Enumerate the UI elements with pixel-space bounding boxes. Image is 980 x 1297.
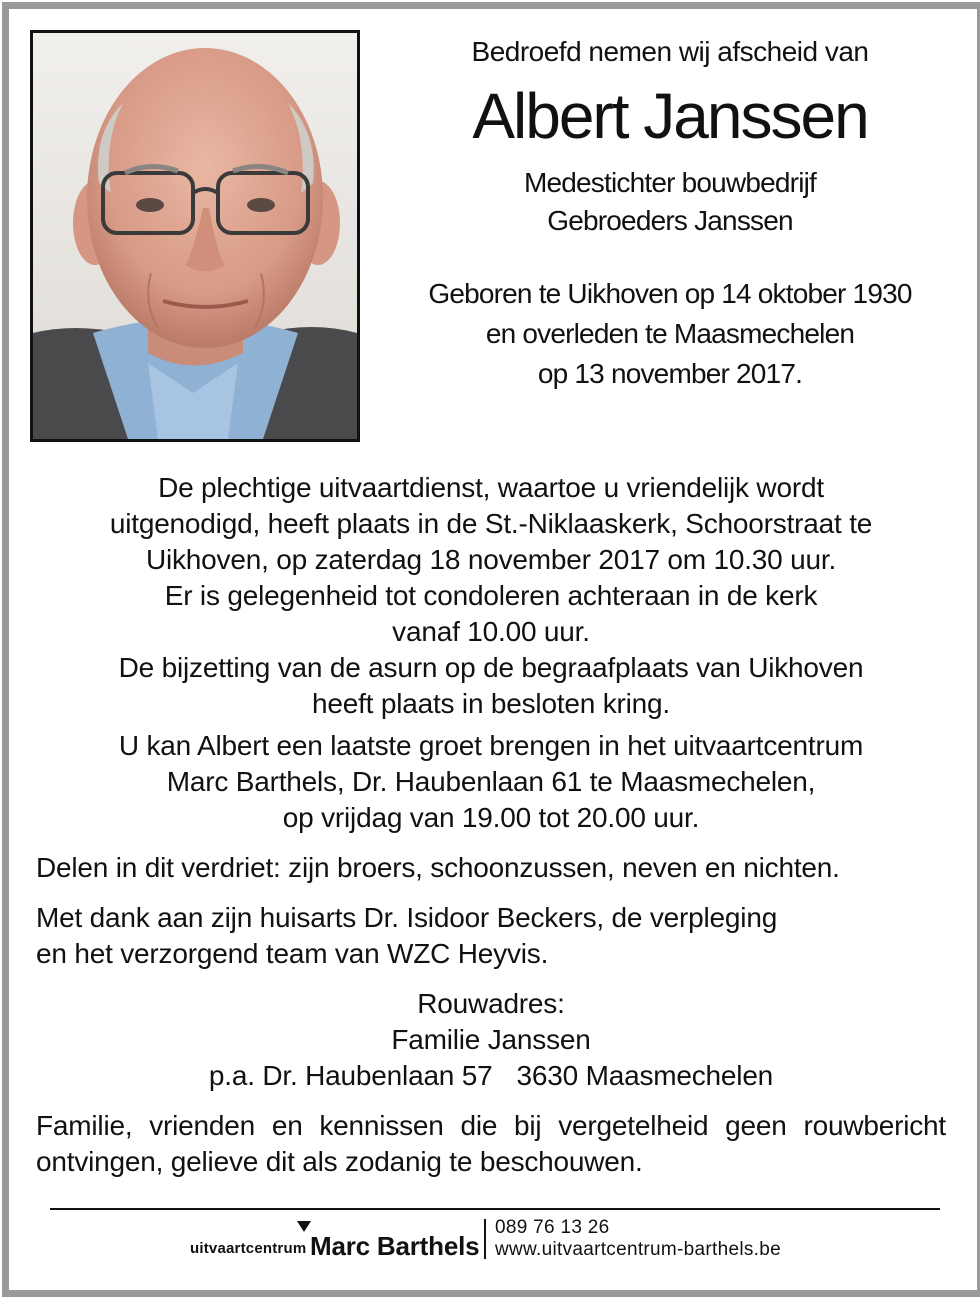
brand-triangle-icon <box>297 1221 311 1232</box>
service-line: De plechtige uitvaartdienst, waartoe u vriendelijk wordt <box>158 472 824 503</box>
footer-contact <box>495 1217 781 1261</box>
footer-vertical-divider <box>484 1219 486 1259</box>
thanks-paragraph <box>36 900 946 972</box>
role-block <box>380 164 960 240</box>
address-city: 3630 Maasmechelen <box>516 1060 774 1091</box>
burial-paragraph <box>36 650 946 722</box>
date-line: op 13 november 2017. <box>537 358 803 389</box>
service-line: Er is gelegenheid tot condoleren achteraan in de kerk <box>164 580 818 611</box>
thanks-line: Met dank aan zijn huisarts Dr. Isidoor Beckers, de verpleging <box>36 902 778 933</box>
service-line: Uikhoven, op zaterdag 18 november 2017 om 10.30 uur. <box>145 544 837 575</box>
visit-line: Marc Barthels, Dr. Haubenlaan 61 te Maasmechelen, <box>166 766 816 797</box>
notice-line: ontvingen, gelieve dit als zodanig te beschouwen. <box>36 1146 643 1177</box>
footer-brand <box>190 1217 890 1267</box>
date-line: en overleden te Maasmechelen <box>485 318 855 349</box>
footer-website: www.uitvaartcentrum-barthels.be <box>495 1239 781 1260</box>
address-label: Rouwadres: <box>417 988 565 1019</box>
portrait-image <box>33 33 357 439</box>
thanks-line: en het verzorgend team van WZC Heyvis. <box>36 938 549 969</box>
deceased-name: Albert Janssen <box>472 80 868 152</box>
address-name: Familie Janssen <box>391 1024 591 1055</box>
visit-line: U kan Albert een laatste groet brengen in het uitvaartcentrum <box>118 730 864 761</box>
address-street: p.a. Dr. Haubenlaan 57 <box>208 1060 493 1091</box>
intro-text: Bedroefd nemen wij afscheid van <box>471 36 869 67</box>
announcement-body <box>36 470 946 1180</box>
service-line: vanaf 10.00 uur. <box>392 616 590 647</box>
brand-small-text: uitvaartcentrum <box>190 1240 307 1257</box>
burial-line: De bijzetting van de asurn op de begraafplaats van Uikhoven <box>118 652 864 683</box>
visit-paragraph <box>36 728 946 836</box>
family-paragraph <box>36 850 946 886</box>
service-paragraph <box>36 470 946 650</box>
service-line: uitgenodigd, heeft plaats in de St.-Niklaaskerk, Schoorstraat te <box>109 508 873 539</box>
date-line: Geboren te Uikhoven op 14 oktober 1930 <box>428 278 912 309</box>
address-street-line <box>36 1058 946 1094</box>
role-line: Gebroeders Janssen <box>547 205 793 236</box>
burial-line: heeft plaats in besloten kring. <box>311 688 671 719</box>
portrait-photo <box>30 30 360 442</box>
dates-block <box>380 274 960 394</box>
notice-line: Familie, vrienden en kennissen die bij vergetelheid geen rouwbericht <box>36 1110 946 1141</box>
footer-phone: 089 76 13 26 <box>495 1217 610 1238</box>
visit-line: op vrijdag van 19.00 tot 20.00 uur. <box>282 802 700 833</box>
family-line: Delen in dit verdriet: zijn broers, schoonzussen, neven en nichten. <box>36 852 840 883</box>
footer-divider <box>50 1208 940 1210</box>
notice-paragraph <box>36 1108 946 1180</box>
address-block <box>36 986 946 1094</box>
role-line: Medestichter bouwbedrijf <box>523 167 817 198</box>
brand-name: Marc Barthels <box>310 1231 480 1261</box>
header-block <box>380 34 960 394</box>
